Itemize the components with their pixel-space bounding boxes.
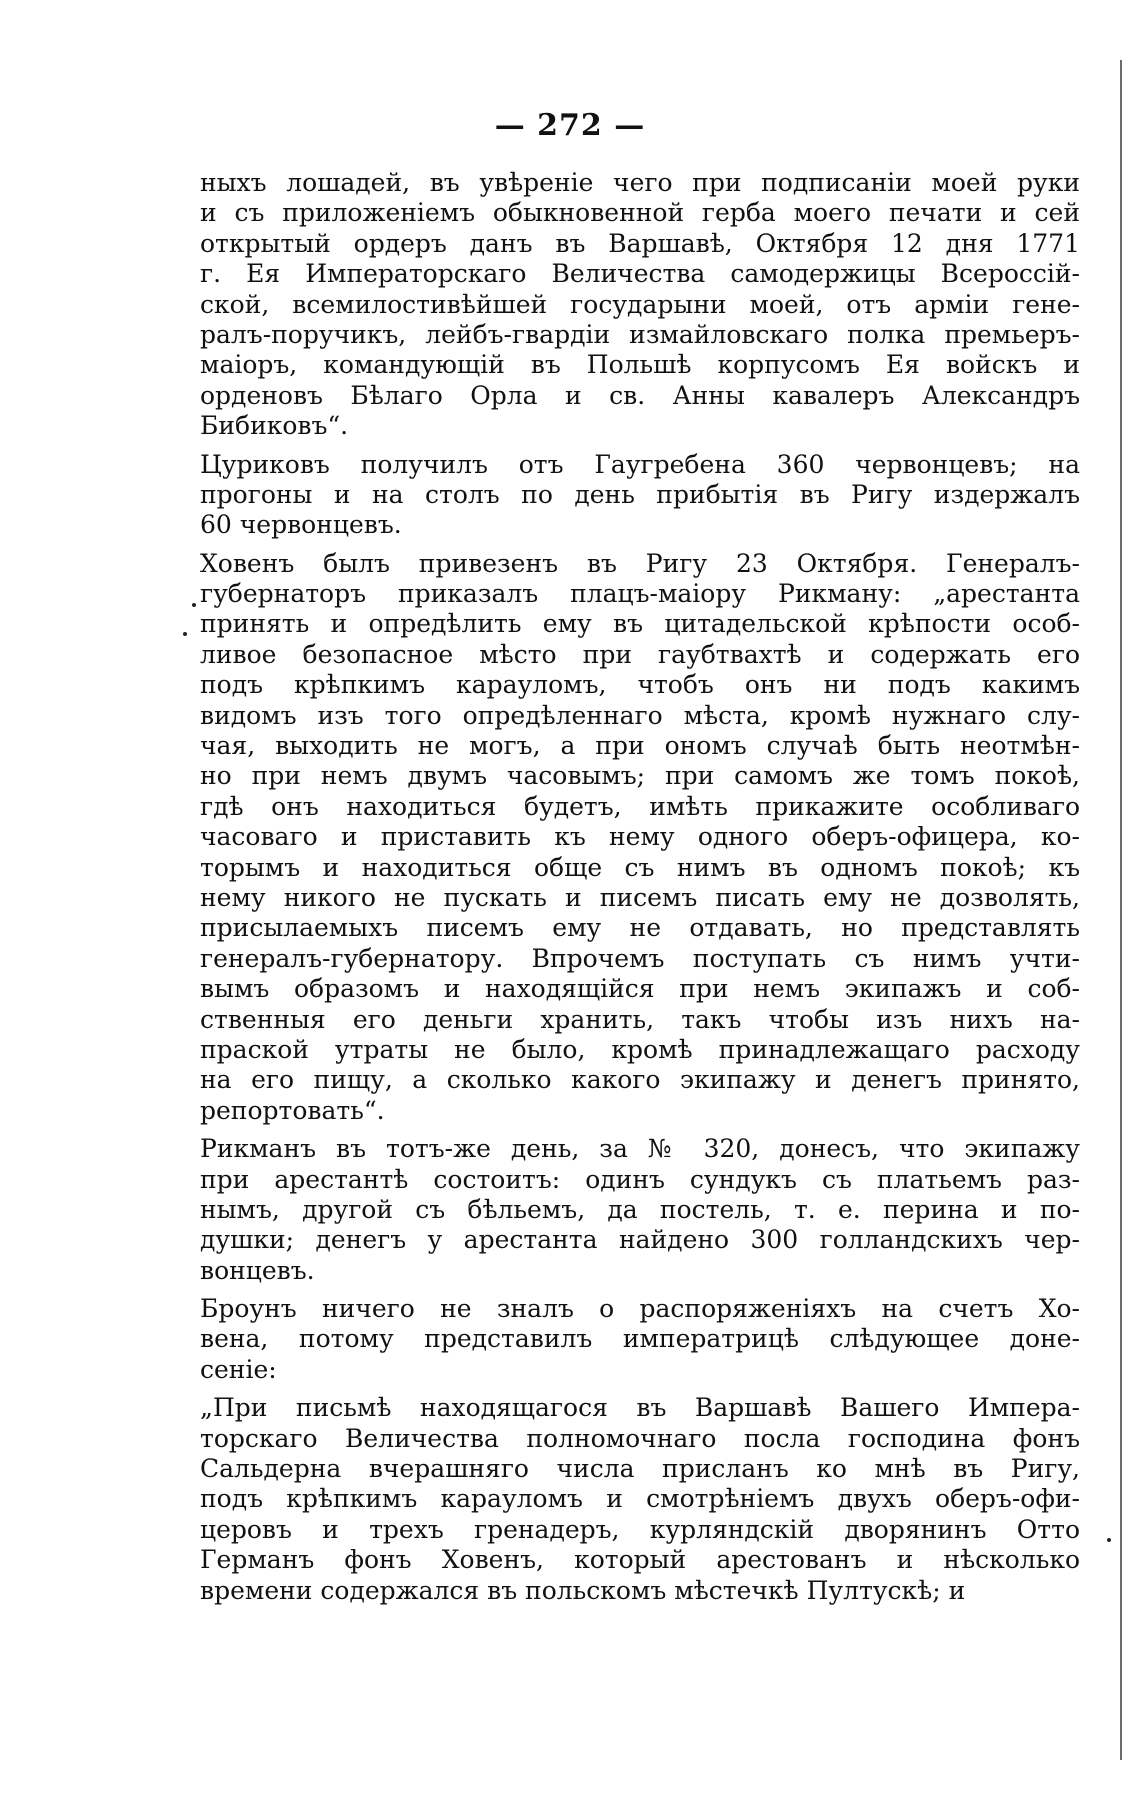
text-line: орденовъ Бѣлаго Орла и св. Анны кавалеръ Александръ <box>200 380 1080 410</box>
text-line: душки; денегъ у арестанта найдено 300 голландскихъ чер- <box>200 1225 1080 1255</box>
text-line: г. Ея Императорскаго Величества самодержицы Всероссій- <box>200 259 1080 289</box>
text-line: открытый ордеръ данъ въ Варшавѣ, Октября 12 дня 1771 <box>200 228 1080 258</box>
text-line: ской, всемилостивѣйшей государыни моей, отъ арміи гене- <box>200 289 1080 319</box>
text-line: подъ крѣпкимъ карауломъ, чтобъ онъ ни подъ какимъ <box>200 670 1080 700</box>
text-line: Цуриковъ получилъ отъ Гаугребена 360 червонцевъ; на <box>200 449 1080 479</box>
text-line: но при немъ двумъ часовымъ; при самомъ же томъ покоѣ, <box>200 761 1080 791</box>
paragraph-gap <box>200 1286 1080 1294</box>
text-line: времени содержался въ польскомъ мѣстечкѣ Пултускѣ; и <box>200 1575 966 1605</box>
text-line: на его пищу, а сколько какого экипажу и денегъ принято, <box>200 1065 1080 1095</box>
paragraph <box>200 168 1080 442</box>
page-edge-line <box>1120 60 1122 1760</box>
text-line: при арестантѣ состоитъ: одинъ сундукъ съ платьемъ раз- <box>200 1164 1080 1194</box>
print-speck <box>183 632 187 636</box>
text-line: торскаго Величества полномочнаго посла господина фонъ <box>200 1423 1080 1453</box>
text-line: церовъ и трехъ гренадеръ, курляндскій дворянинъ Отто <box>200 1514 1080 1544</box>
text-line: чая, выходить не могъ, а при ономъ случаѣ быть неотмѣн- <box>200 731 1080 761</box>
text-line: вымъ образомъ и находящійся при немъ экипажъ и соб- <box>200 974 1080 1004</box>
text-line: 60 червонцевъ. <box>200 510 402 540</box>
text-line: Сальдерна вчерашняго числа присланъ ко мнѣ въ Ригу, <box>200 1454 1080 1484</box>
text-line: „При письмѣ находящагося въ Варшавѣ Вашего Импера- <box>200 1393 1080 1423</box>
paragraph-gap <box>200 442 1080 450</box>
text-line: принять и опредѣлить ему въ цитадельской крѣпости особ- <box>200 609 1080 639</box>
paragraph-gap <box>200 1385 1080 1393</box>
text-line: сеніе: <box>200 1354 277 1384</box>
text-line: репортовать“. <box>200 1095 385 1125</box>
text-line: и съ приложеніемъ обыкновенной герба моего печати и сей <box>200 198 1080 228</box>
text-line: Броунъ ничего не зналъ о распоряженіяхъ на счетъ Хо- <box>200 1294 1080 1324</box>
text-line: ныхъ лошадей, въ увѣреніе чего при подписаніи моей руки <box>200 168 1080 197</box>
text-line: подъ крѣпкимъ карауломъ и смотрѣніемъ двухъ оберъ-офи- <box>200 1484 1080 1514</box>
text-line: маіоръ, командующій въ Польшѣ корпусомъ Ея войскъ и <box>200 350 1080 380</box>
page-number: — 272 — <box>494 108 646 143</box>
text-line: гдѣ онъ находиться будетъ, имѣть прикажите особливаго <box>200 791 1080 821</box>
text-line: Германъ фонъ Ховенъ, который арестованъ и нѣсколько <box>200 1545 1080 1575</box>
text-line: торымъ и находиться обще съ нимъ въ одномъ покоѣ; къ <box>200 852 1080 882</box>
text-line: ливое безопасное мѣсто при гаубтвахтѣ и содержать его <box>200 639 1080 669</box>
text-line: нымъ, другой съ бѣльемъ, да постель, т. е. перина и по- <box>200 1194 1080 1224</box>
print-speck <box>1107 1538 1111 1542</box>
paragraph-gap <box>200 1126 1080 1134</box>
text-line: губернаторъ приказалъ плацъ-маіору Рикману: „арестанта <box>200 579 1080 609</box>
text-line: прогоны и на столъ по день прибытія въ Ригу издержалъ <box>200 479 1080 509</box>
text-line: вена, потому представилъ императрицѣ слѣдующее доне- <box>200 1324 1080 1354</box>
text-line: видомъ изъ того опредѣленнаго мѣста, кромѣ нужнаго слу- <box>200 700 1080 730</box>
text-line: генералъ-губернатору. Впрочемъ поступать съ нимъ учти- <box>200 943 1080 973</box>
print-speck <box>192 603 196 607</box>
text-line: Ховенъ былъ привезенъ въ Ригу 23 Октября. Генералъ- <box>200 548 1080 578</box>
text-line: ственныя его деньги хранить, такъ чтобы изъ нихъ на- <box>200 1004 1080 1034</box>
body-text <box>200 168 1080 1606</box>
paragraph-gap <box>200 541 1080 549</box>
paragraph <box>200 1393 1080 1606</box>
paragraph <box>200 549 1080 1126</box>
text-line: Рикманъ въ тотъ-же день, за № 320, донесъ, что экипажу <box>200 1134 1080 1164</box>
text-line: вонцевъ. <box>200 1255 315 1285</box>
paragraph <box>200 1294 1080 1385</box>
paragraph <box>200 450 1080 541</box>
text-line: Бибиковъ“. <box>200 411 349 441</box>
text-line: часоваго и приставить къ нему одного оберъ-офицера, ко- <box>200 822 1080 852</box>
paragraph <box>200 1134 1080 1286</box>
text-line: нему никого не пускать и писемъ писать ему не дозволять, <box>200 882 1080 912</box>
text-line: праской утраты не было, кромѣ принадлежащаго расходу <box>200 1034 1080 1064</box>
text-line: присылаемыхъ писемъ ему не отдавать, но представлять <box>200 913 1080 943</box>
text-line: ралъ-поручикъ, лейбъ-гвардіи измайловскаго полка премьеръ- <box>200 319 1080 349</box>
